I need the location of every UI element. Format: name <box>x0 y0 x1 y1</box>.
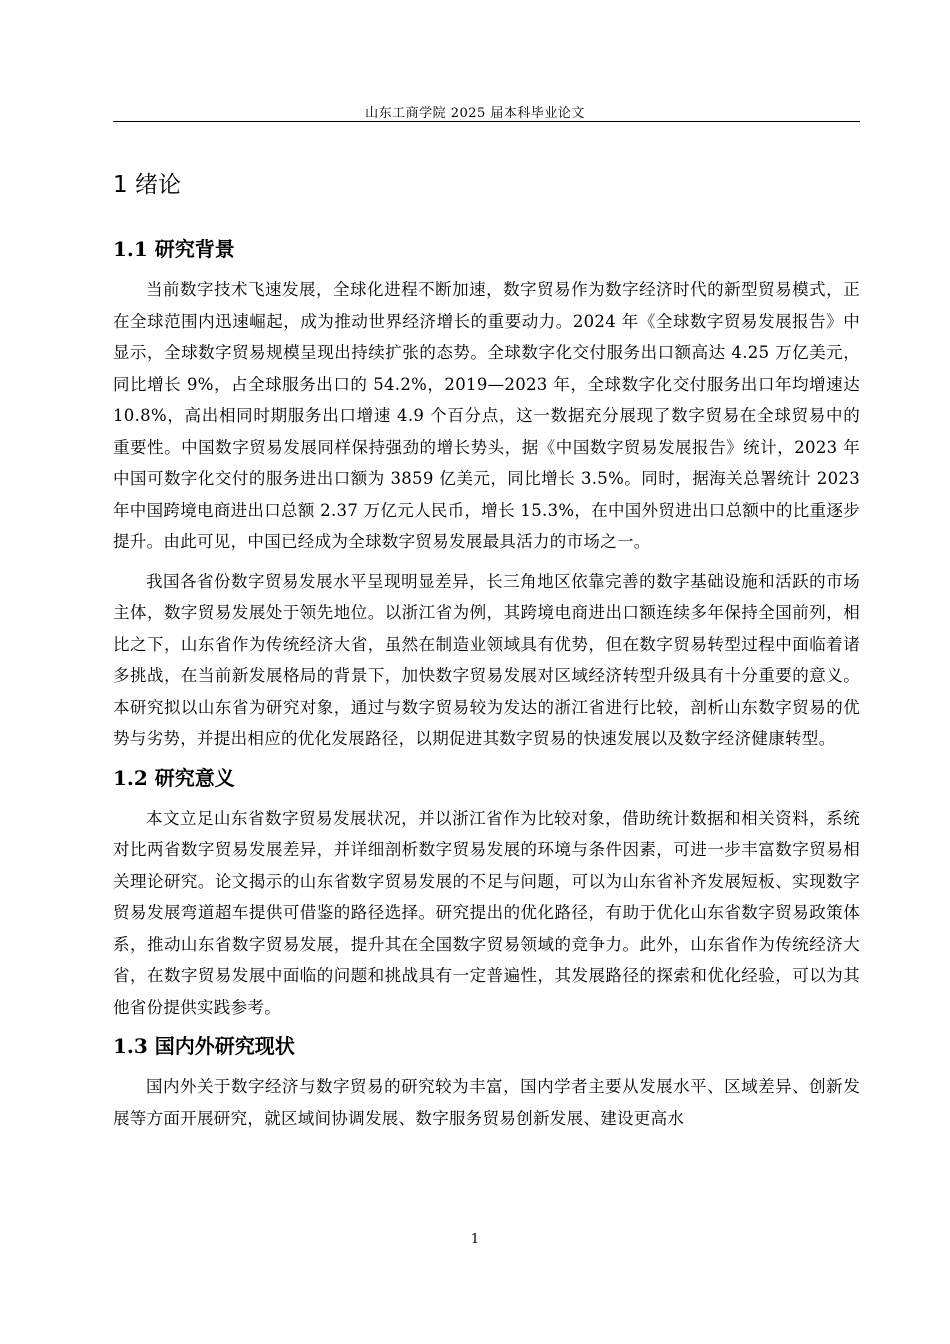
paragraph: 本文立足山东省数字贸易发展状况，并以浙江省作为比较对象，借助统计数据和相关资料，系统对比两省数字贸易发展差异，并详细剖析数字贸易发展的环境与条件因素，可进一步丰富数字贸易相关理论研究。论文揭示的山东省数字贸易发展的不足与问题，可以为山东省补齐发展短板、实现数字贸易发展弯道超车提供可借鉴的路径选择。研究提出的优化路径，有助于优化山东省数字贸易政策体系，推动山东省数字贸易发展，提升其在全国数字贸易领域的竞争力。此外，山东省作为传统经济大省，在数字贸易发展中面临的问题和挑战具有一定普遍性，其发展路径的探索和优化经验，可以为其他省份提供实践参考。 <box>113 808 860 1017</box>
section-title-1-2: 1.2 研究意义 <box>113 765 235 790</box>
section-title-1-3: 1.3 国内外研究现状 <box>113 1034 295 1058</box>
paragraph: 国内外关于数字经济与数字贸易的研究较为丰富，国内学者主要从发展水平、区域差异、创新发展等方面开展研究，就区域间协调发展、数字服务贸易创新发展、建设更高水 <box>113 1077 860 1128</box>
paragraph: 当前数字技术飞速发展，全球化进程不断加速，数字贸易作为数字经济时代的新型贸易模式，正在全球范围内迅速崛起，成为推动世界经济增长的重要动力。2024 年《全球数字贸易发展报告》中显示，全球数字贸易规模呈现出持续扩张的态势。全球数字化交付服务出口额高达 4.25 万亿美元，同比增长 9%，占全球服务出口的 54.2%，2019—2023 年，全球数字化交付服务出口年均增速达 10.8%，高出相同时期服务出口增速 4.9 个百分点，这一数据充分展现了数字贸易在全球贸易中的重要性。中国数字贸易发展同样保持强劲的增长势头，据《中国数字贸易发展报告》统计，2023 年中国可数字化交付的服务进出口额为 3859 亿美元，同比增长 3.5%。同时，据海关总署统计 2023 年中国跨境电商进出口总额 2.37 万亿元人民币，增长 15.3%，在中国外贸进出口总额中的比重逐步提升。由此可见，中国已经成为全球数字贸易发展最具活力的市场之一。 <box>113 280 860 551</box>
page-number: 1 <box>470 1232 480 1247</box>
paragraph: 我国各省份数字贸易发展水平呈现明显差异，长三角地区依靠完善的数字基础设施和活跃的市场主体，数字贸易发展处于领先地位。以浙江省为例，其跨境电商进出口额连续多年保持全国前列，相比之下，山东省作为传统经济大省，虽然在制造业领域具有优势，但在数字贸易转型过程中面临着诸多挑战，在当前新发展格局的背景下，加快数字贸易发展对区域经济转型升级具有十分重要的意义。本研究拟以山东省为研究对象，通过与数字贸易较为发达的浙江省进行比较，剖析山东数字贸易的优势与劣势，并提出相应的优化发展路径，以期促进其数字贸易的快速发展以及数字经济健康转型。 <box>113 571 860 748</box>
chapter-title: 1 绪论 <box>113 172 181 198</box>
running-header: 山东工商学院 2025 届本科毕业论文 <box>365 106 585 121</box>
section-title-1-1: 1.1 研究背景 <box>113 237 235 261</box>
page-body <box>113 170 860 1142</box>
header-rule <box>113 121 860 122</box>
